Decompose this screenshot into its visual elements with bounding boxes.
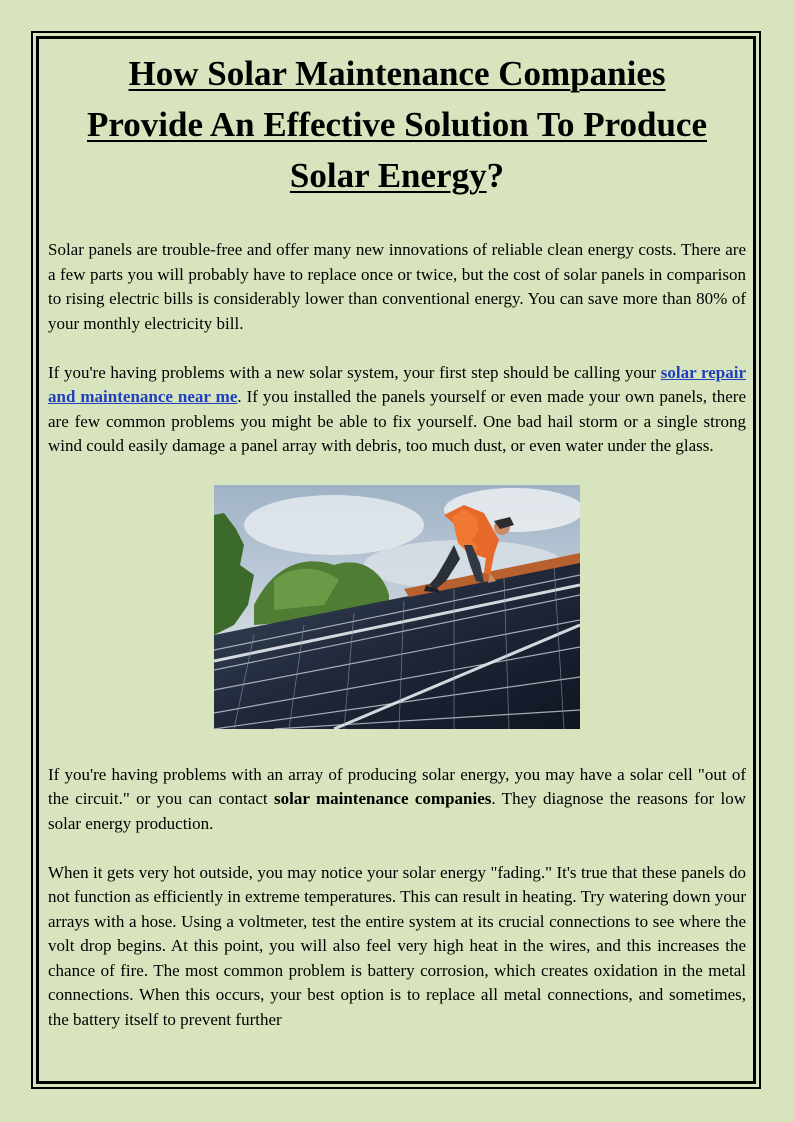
paragraph-3 (48, 763, 746, 837)
page-title (48, 48, 746, 201)
paragraph-2-text-before: If you're having problems with a new solar system, your first step should be calling your (48, 362, 661, 382)
paragraph-2-text-after: . If you installed the panels yourself or even made your own panels, there are few common problems you might be able to fix yourself. One bad hail storm or a single strong wind could easily damage a panel array with debris, too much dust, or even water under the glass. (48, 387, 746, 455)
paragraph-1: Solar panels are trouble-free and offer many new innovations of reliable clean energy costs. There are a few parts you will probably have to replace once or twice, but the cost of solar panels in comparison to rising electric bills is considerably lower than conventional energy. You can save more than 80% of your monthly electricity bill. (48, 240, 746, 333)
paragraph-2 (48, 361, 746, 459)
solar-panel-worker-photo (214, 485, 580, 729)
title-line-1: How Solar Maintenance Companies (128, 54, 666, 93)
paragraph-3-text-before: If you're having problems with an array of producing solar energy, you may have a solar cell "out of the circuit." or you can contact (48, 764, 746, 808)
solar-repair-link[interactable]: solar repair and maintenance near me (48, 362, 746, 406)
title-question-mark: ? (486, 156, 505, 195)
paragraph-3-text-after: . They diagnose the reasons for low solar energy production. (48, 789, 746, 833)
paragraph-4: When it gets very hot outside, you may notice your solar energy "fading." It's true that these panels do not function as efficiently in extreme temperatures. This can result in heating. Try watering down your arrays with a hose. Using a voltmeter, test the entire system at its crucial connections to see where the volt drop begins. At this point, you will also feel very high heat in the wires, and this increases the chance of fire. The most common problem is battery corrosion, which creates oxidation in the metal connections. When this occurs, your best option is to replace all metal connections, and sometimes, the battery itself to prevent further (48, 862, 746, 1029)
title-line-3: Solar Energy (289, 156, 487, 195)
title-line-2: Provide An Effective Solution To Produce (87, 105, 707, 144)
paragraph-3-bold: solar maintenance companies (273, 789, 492, 808)
document-body (48, 48, 746, 1032)
